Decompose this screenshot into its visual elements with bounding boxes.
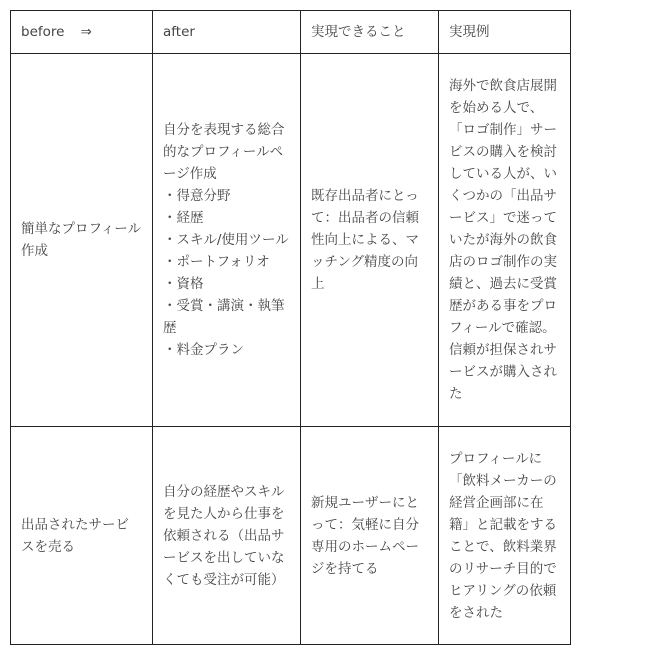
cell-achievable-text: 既存出品者にとって：出品者の信頼性向上による、マッチング精度の向上 (311, 188, 419, 292)
cell-example (439, 427, 571, 645)
cell-before-text: 出品されたサービスを売る (21, 516, 129, 555)
cell-after-text: 自分の経歴やスキルを見た人から仕事を依頼される（出品サービスを出していなくても受注が可能） (163, 483, 285, 588)
table-row (11, 427, 571, 645)
header-after (153, 11, 301, 54)
cell-after-text: 自分を表現する総合的なプロフィールページ作成 ・得意分野 ・経歴 ・スキル/使用ツール ・ポートフォリオ ・資格 ・受賞・講演・執筆歴 ・料金プラン (163, 122, 289, 358)
header-after-label: after (163, 24, 195, 40)
comparison-table (10, 10, 571, 645)
cell-achievable (301, 54, 439, 427)
table-row (11, 54, 571, 427)
header-before-label: before (21, 24, 65, 40)
header-before (11, 11, 153, 54)
cell-example-text: 海外で飲食店展開を始める人で、「ロゴ制作」サービスの購入を検討している人が、いくつかの「出品サービス」で迷っていたが海外の飲食店のロゴ制作の実績と、過去に受賞歴がある事をプロフィールで確認。信頼が担保されサービスが購入された (449, 78, 557, 402)
cell-after (153, 54, 301, 427)
cell-before (11, 427, 153, 645)
cell-after (153, 427, 301, 645)
cell-before-text: 簡単なプロフィール作成 (21, 221, 142, 259)
header-achievable (301, 11, 439, 54)
right-arrow-icon: ⇒ (80, 24, 92, 40)
cell-before (11, 54, 153, 427)
cell-example (439, 54, 571, 427)
header-achievable-label: 実現できること (311, 24, 406, 40)
cell-achievable (301, 427, 439, 645)
cell-achievable-text: 新規ユーザーにとって：気軽に自分専用のホームページを持てる (311, 494, 419, 577)
header-example-label: 実現例 (449, 24, 490, 40)
header-example (439, 11, 571, 54)
table-header-row (11, 11, 571, 54)
cell-example-text: プロフィールに「飲料メーカーの経営企画部に在籍」と記載をすることで、飲料業界のリサーチ目的でヒアリングの依頼をされた (449, 450, 557, 621)
